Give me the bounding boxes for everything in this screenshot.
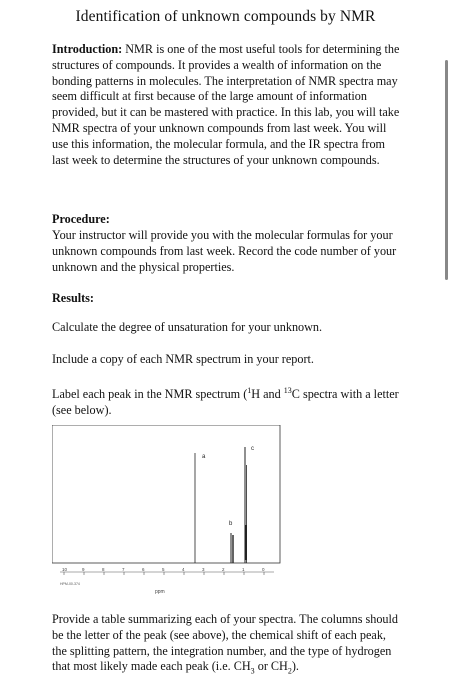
subscript-3: 3 xyxy=(250,666,255,676)
subscript-2: 2 xyxy=(287,666,292,676)
summary-text-2: or CH xyxy=(254,659,288,674)
results-item-include-spectrum: Include a copy of each NMR spectrum in your report. xyxy=(52,352,314,366)
x-axis-tick-label: 3 xyxy=(202,567,205,572)
x-axis-tick-label: 1 xyxy=(242,567,245,572)
introduction-paragraph xyxy=(52,42,402,168)
nmr-spectrum-figure xyxy=(52,425,282,595)
h-superscript: 1 xyxy=(247,386,252,395)
summary-text-3: ). xyxy=(291,659,299,674)
x-axis-tick-label: 9 xyxy=(82,567,85,572)
x-axis-tick-label: 7 xyxy=(122,567,125,572)
results-heading: Results: xyxy=(52,291,94,305)
x-axis-tick-label: 6 xyxy=(142,567,145,572)
label-peaks-text-1: Label each peak in the NMR spectrum ( xyxy=(52,387,248,402)
c-superscript: 13 xyxy=(283,386,292,395)
label-peaks-text-3: C spectra with a letter (see below). xyxy=(52,387,399,417)
x-axis-ticks xyxy=(62,567,265,575)
x-axis-tick-label: 2 xyxy=(222,567,225,572)
scrollbar-thumb[interactable] xyxy=(445,60,448,280)
summary-table-instructions xyxy=(52,612,402,680)
introduction-label: Introduction: xyxy=(52,42,123,56)
summary-text-1: Provide a table summarizing each of your spectra. The columns should be the letter of the peak (see above), the chemical shift of each peak, the splitting pattern, the integration number, and the type of hydrogen that most likely made each peak (i.e. CH xyxy=(52,612,399,674)
procedure-heading: Procedure: xyxy=(52,212,110,226)
peak-label-a: a xyxy=(202,454,206,460)
label-peaks-text-2: H and xyxy=(251,387,284,402)
results-item-unsaturation: Calculate the degree of unsaturation for your unknown. xyxy=(52,320,323,334)
peak-label-c: c xyxy=(251,446,254,452)
results-item-label-peaks xyxy=(52,383,402,419)
x-axis-tick-label: 0 xyxy=(262,567,265,572)
procedure-text: Your instructor will provide you with the molecular formulas for your unknown compounds from last week. Record the code number of your unknown and the physical properties. xyxy=(52,228,397,274)
x-axis-tick-label: 8 xyxy=(102,567,105,572)
x-axis-tick-label: 10 xyxy=(62,567,68,572)
x-axis-tick-label: 4 xyxy=(182,567,185,572)
x-axis-unit: ppm xyxy=(155,589,165,595)
x-axis-tick-label: 5 xyxy=(162,567,165,572)
spectrum-footer-code: HPM-00-374 xyxy=(60,582,80,586)
introduction-text: NMR is one of the most useful tools for determining the structures of compounds. It provides a wealth of information on the bonding patterns in molecules. The interpretation of NMR spectra may seem difficult at first because of the large amount of information provided, but it can be mastered with practice. In this lab, you will take NMR spectra of your unknown compounds from last week. You will use this information, the molecular formula, and the IR spectra from last week to determine the structures of your unknown compounds. xyxy=(52,42,400,167)
peak-label-b: b xyxy=(229,521,233,527)
page-title: Identification of unknown compounds by NMR xyxy=(75,8,376,25)
